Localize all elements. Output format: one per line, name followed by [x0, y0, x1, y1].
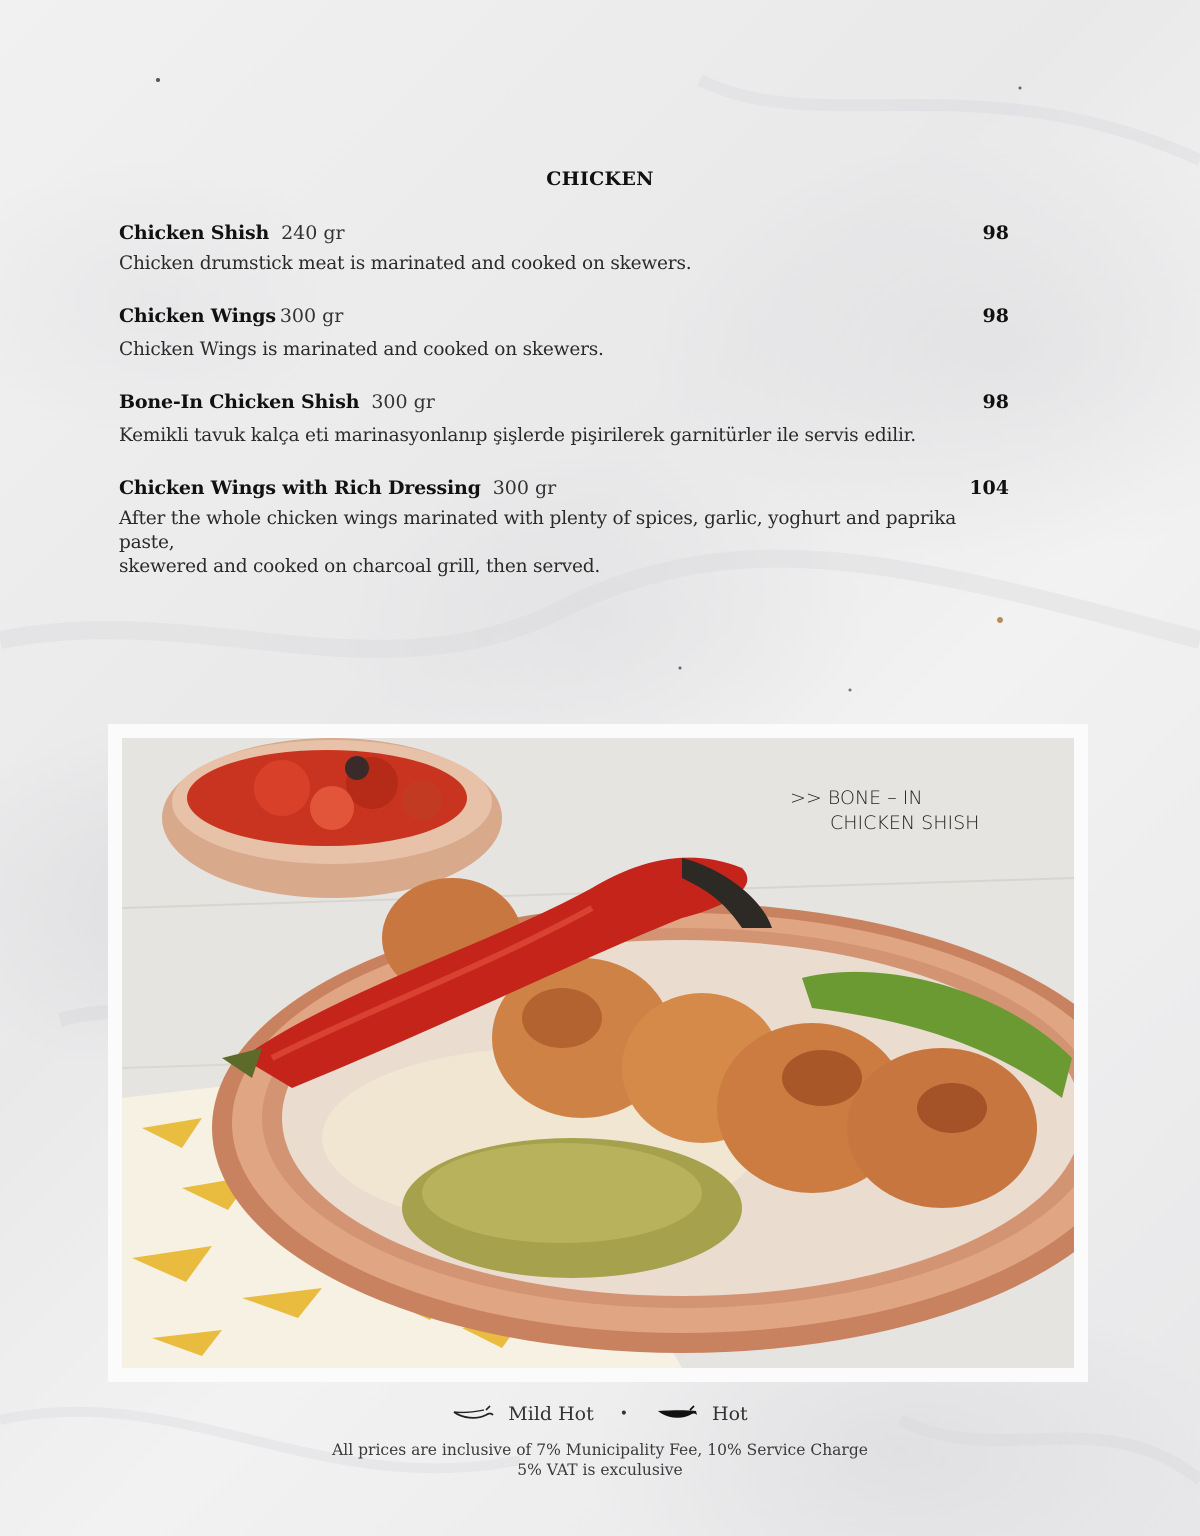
spice-legend — [0, 1403, 1200, 1425]
item-name: Chicken Wings with Rich Dressing — [119, 477, 481, 499]
item-weight: 300 gr — [492, 477, 557, 499]
menu-list — [119, 222, 1009, 579]
item-weight: 240 gr — [281, 222, 345, 244]
item-price: 104 — [969, 477, 1009, 499]
legend-separator: • — [619, 1406, 629, 1422]
price-note-line: All prices are inclusive of 7% Municipality Fee, 10% Service Charge — [332, 1441, 868, 1459]
pepper-filled-icon — [656, 1404, 700, 1424]
item-description-line: skewered and cooked on charcoal grill, then served. — [119, 556, 601, 577]
item-description: Chicken Wings is marinated and cooked on skewers. — [119, 339, 604, 360]
legend-mild-label: Mild Hot — [508, 1403, 594, 1425]
item-description-line: After the whole chicken wings marinated with plenty of spices, garlic, yoghurt and paprika paste, — [119, 508, 957, 553]
photo-caption — [790, 786, 979, 836]
dish-photo — [122, 738, 1074, 1368]
item-price: 98 — [982, 391, 1009, 413]
menu-item — [119, 391, 1009, 477]
photo-caption-line: CHICKEN SHISH — [830, 812, 980, 834]
item-description — [119, 507, 1009, 579]
item-price: 98 — [982, 305, 1009, 327]
pepper-outline-icon — [452, 1404, 496, 1424]
menu-item — [119, 305, 1009, 391]
item-description: Kemikli tavuk kalça eti marinasyonlanıp şişlerde pişirilerek garnitürler ile servis edilir. — [119, 425, 916, 446]
price-note — [0, 1440, 1200, 1480]
photo-caption-line: >> BONE – IN — [790, 787, 923, 809]
price-note-line: 5% VAT is exculusive — [517, 1461, 683, 1479]
section-title: CHICKEN — [546, 168, 654, 190]
item-weight: 300 gr — [371, 391, 435, 413]
menu-item — [119, 477, 1009, 579]
item-price: 98 — [982, 222, 1009, 244]
item-description: Chicken drumstick meat is marinated and cooked on skewers. — [119, 253, 692, 274]
menu-item — [119, 222, 1009, 305]
item-weight: 300 gr — [279, 305, 344, 327]
item-name: Chicken Wings — [119, 305, 276, 327]
item-name: Chicken Shish — [119, 222, 270, 244]
item-name: Bone-In Chicken Shish — [119, 391, 360, 413]
photo-frame — [108, 724, 1088, 1382]
legend-hot-label: Hot — [712, 1403, 748, 1425]
